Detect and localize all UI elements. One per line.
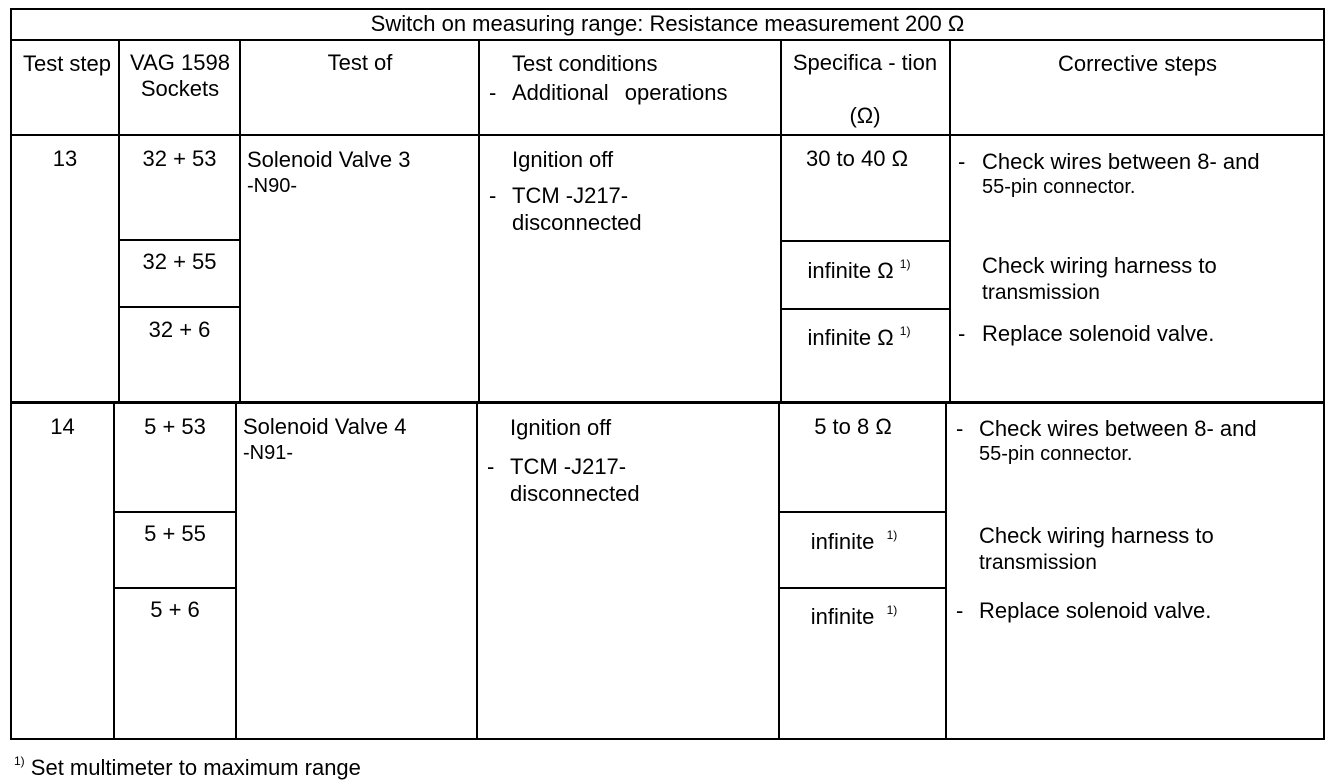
- corrective-step: Replace solenoid valve.: [982, 321, 1215, 346]
- footnote-text: Set multimeter to maximum range: [30, 755, 361, 780]
- socket-pair: 32 + 53: [142, 146, 217, 171]
- footnote-mark: 1): [14, 754, 25, 768]
- measuring-range-banner: Switch on measuring range: Resistance measurement 200 Ω: [370, 11, 965, 36]
- corrective-step: 55-pin connector.: [982, 176, 1136, 198]
- condition-tcm: TCM -J217-: [512, 183, 629, 208]
- specification-value: [782, 251, 936, 284]
- corrective-step: Check wires between 8- and: [979, 416, 1257, 441]
- condition-ignition: Ignition off: [512, 147, 614, 172]
- socket-pair: 5 + 6: [150, 597, 200, 622]
- specification-value: 30 to 40 Ω: [805, 146, 909, 171]
- socket-pair: 5 + 53: [144, 414, 206, 439]
- condition-dash: -: [489, 183, 497, 208]
- corrective-step: Replace solenoid valve.: [979, 598, 1212, 623]
- specification-value: [780, 522, 928, 555]
- footnote-ref: 1): [886, 603, 898, 617]
- condition-disconnected: disconnected: [512, 210, 642, 235]
- header-specification-unit: (Ω): [849, 103, 881, 128]
- condition-ignition: Ignition off: [510, 415, 612, 440]
- header-corrective-steps: Corrective steps: [1058, 51, 1217, 76]
- specification-value: [780, 597, 928, 630]
- test-of-component: Solenoid Valve 4: [243, 414, 407, 439]
- specification-text: infinite Ω: [807, 325, 894, 350]
- corrective-dash: -: [958, 321, 966, 346]
- test-step-number: 14: [50, 414, 75, 439]
- test-of-code: -N91-: [243, 442, 294, 464]
- header-specification: Specifica - tion: [792, 50, 938, 75]
- corrective-step: Check wiring harness to: [979, 523, 1214, 548]
- corrective-dash: -: [958, 149, 966, 174]
- corrective-dash: -: [956, 416, 964, 441]
- socket-pair: 32 + 55: [142, 249, 217, 274]
- corrective-step: 55-pin connector.: [979, 443, 1133, 465]
- specification-value: [782, 318, 936, 351]
- corrective-dash: -: [956, 598, 964, 623]
- test-step-number: 13: [52, 146, 78, 171]
- condition-disconnected: disconnected: [510, 481, 640, 506]
- corrective-step: Check wiring harness to: [982, 253, 1217, 278]
- footnote-ref: 1): [899, 257, 911, 271]
- footnote-ref: 1): [886, 528, 898, 542]
- test-of-code: -N90-: [247, 175, 298, 197]
- header-test-of: Test of: [327, 50, 393, 75]
- specification-text: infinite: [810, 529, 875, 554]
- footnote-ref: 1): [899, 324, 911, 338]
- corrective-step: Check wires between 8- and: [982, 149, 1260, 174]
- header-conditions-dash: -: [489, 80, 497, 105]
- specification-text: infinite Ω: [807, 258, 894, 283]
- header-conditions-2: Additional operations: [512, 80, 728, 105]
- header-conditions-1: Test conditions: [512, 51, 658, 76]
- footnote: [14, 748, 361, 781]
- corrective-step: transmission: [982, 281, 1100, 304]
- specification-value: 5 to 8 Ω: [814, 414, 892, 439]
- condition-dash: -: [487, 454, 495, 479]
- specification-text: infinite: [810, 604, 875, 629]
- socket-pair: 32 + 6: [148, 317, 211, 342]
- header-test-step: Test step: [22, 51, 112, 76]
- corrective-step: transmission: [979, 551, 1097, 574]
- socket-pair: 5 + 55: [144, 521, 206, 546]
- test-of-component: Solenoid Valve 3: [247, 147, 411, 172]
- condition-tcm: TCM -J217-: [510, 454, 627, 479]
- header-vag-sockets: VAG 1598 Sockets: [130, 50, 230, 101]
